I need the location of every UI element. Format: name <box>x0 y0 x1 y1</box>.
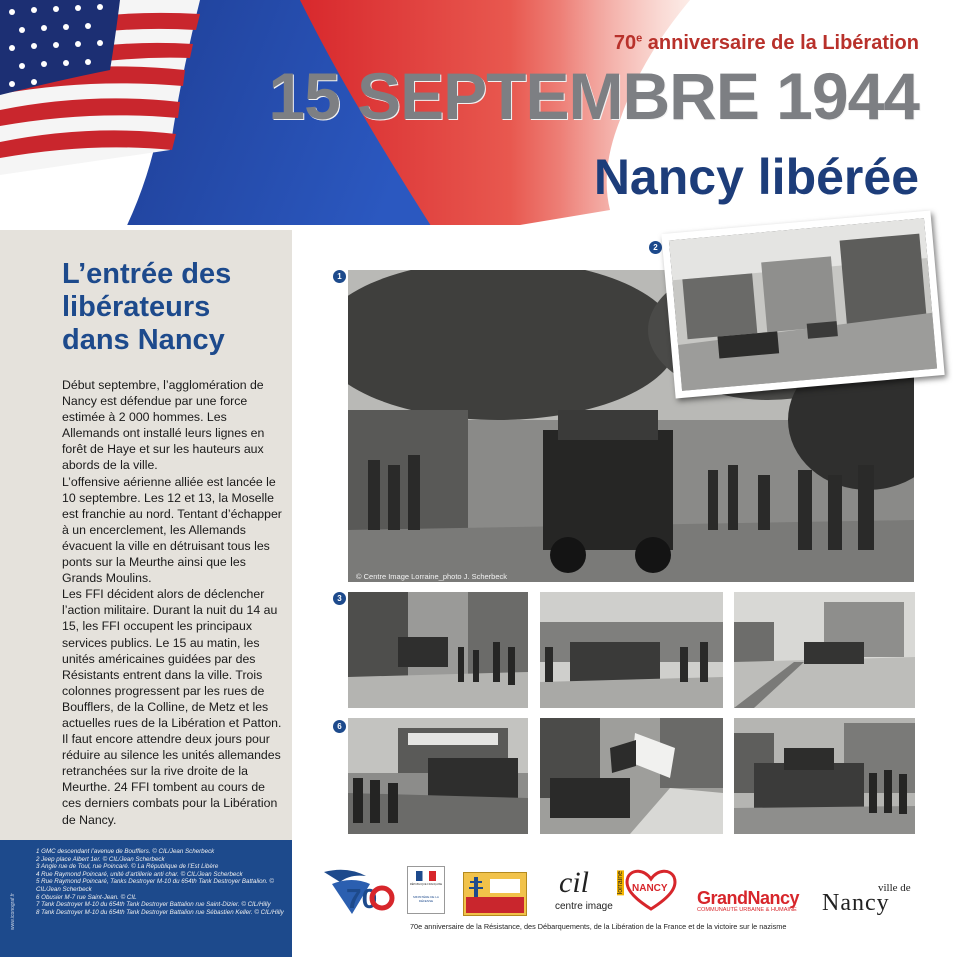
anniversary-heading: 70e anniversaire de la Libération <box>613 32 919 54</box>
photo-number-1: 1 <box>333 270 346 283</box>
caption-item: 4 Rue Raymond Poincaré, unité d’artillerie anti char. © CIL/Jean Scherbeck <box>36 870 243 878</box>
grand-nancy-wordmark: GrandNancy <box>697 888 800 908</box>
photo-number-6: 6 <box>333 720 346 733</box>
photo-5-tank-destroyers <box>734 592 915 708</box>
photo-4-artillery <box>540 592 723 708</box>
logo-70-anniversary <box>322 862 398 916</box>
logo-ministry-defense <box>407 866 445 914</box>
article-body <box>62 377 284 828</box>
photo-8-tank-street <box>734 718 915 834</box>
paragraph: L’offensive aérienne alliée est lancée le 10 septembre. Les 12 et 13, la Moselle est franchie au nord. Tentant d’échapper à un encerclement, les Allemands évacuent la ville en détruisant tous les ponts sur la Meurthe ainsi que les Grands Moulins. <box>62 474 282 586</box>
photo-number-2: 2 <box>649 241 662 254</box>
paragraph: Les FFI décident alors de déclencher l’action militaire. Durant la nuit du 14 au 15, les FFI occupent les principaux services publics. Le 15 au matin, les unités américaines guidées par des Résistants entrent dans la ville. Trois colonnes progressent par les rues de Boufflers, de la Colline, de Metz et les actuelles rues de la Libération et Patton. Il faut encore attendre deux jours pour réduire au silence les unités allemandes retranchées sur la rive droite de la Meurthe. 24 FFI tombent au cours de ces derniers combats pour la Libération de Nancy. <box>62 587 282 827</box>
logo-ville-de-nancy <box>822 882 922 918</box>
main-date-title: 15 SEPTEMBRE 1944 <box>268 59 919 133</box>
caption-item: 5 Rue Raymond Poincaré, Tanks Destroyer M-10 du 654th Tank Destroyer Battalion. © CIL/Jean Scherbeck <box>36 878 274 893</box>
cil-side-text: lorraine <box>617 871 624 895</box>
cil-sub-text: centre image <box>555 901 613 912</box>
cil-main-text: cil <box>559 866 589 899</box>
republic-flag-icon <box>416 871 436 881</box>
side-credit: www.iconograf.fr <box>10 893 16 930</box>
photo-2-frame <box>661 211 944 399</box>
nancy-heart-text: NANCY <box>632 883 668 894</box>
caption-item: 3 Angle rue de Toul, rue Poincaré. © La République de l’Est Libère <box>36 863 219 871</box>
article-title: L’entrée des libérateurs dans Nancy <box>62 258 232 356</box>
grand-nancy-subtitle: COMMUNAUTÉ URBAINE & HUMAINE <box>697 907 797 913</box>
logo-cil <box>555 866 627 916</box>
caption-item: 8 Tank Destroyer M-10 du 654th Tank Destroyer Battalion rue Sébastien Keller. © CIL/Hilly <box>36 908 284 916</box>
logo-resistance-museum <box>463 872 527 916</box>
ville-de-text: ville de <box>878 882 911 894</box>
logo-nancy-heart <box>622 865 680 913</box>
photo-2-jeep-square <box>669 218 937 391</box>
ville-name-text: Nancy <box>822 890 890 916</box>
photo-3-street-corner <box>348 592 528 708</box>
photo-number-3: 3 <box>333 592 346 605</box>
photo-6-howitzer <box>348 718 528 834</box>
caption-list <box>36 848 288 916</box>
photo-1-credit: © Centre Image Lorraine_photo J. Scherbeck <box>356 572 508 581</box>
republic-label: RÉPUBLIQUE FRANÇAISE <box>409 883 443 886</box>
city-title: Nancy libérée <box>593 149 919 205</box>
caption-item: 2 Jeep place Albert 1er. © CIL/Jean Scherbeck <box>36 855 165 863</box>
photo-7-tank-flag <box>540 718 723 834</box>
footer-caption: 70e anniversaire de la Résistance, des Débarquements, de la Libération de la France et de la victoire sur le nazisme <box>410 922 787 931</box>
caption-item: 1 GMC descendant l’avenue de Boufflers. © CIL/Jean Scherbeck <box>36 848 215 855</box>
logo-grand-nancy <box>697 888 815 914</box>
logo-70-text: 70 <box>346 883 378 914</box>
paragraph: Début septembre, l’agglomération de Nancy est défendue par une force estimée à 2 000 hommes. Les Allemands ont installé leurs lignes en forêt de Haye et sur les hauteurs aux abords de la ville. <box>62 378 265 473</box>
caption-item: 7 Tank Destroyer M-10 du 654th Tank Destroyer Battalion rue Saint-Dizier. © CIL/Hilly <box>36 901 271 909</box>
caption-item: 6 Obusier M-7 rue Saint-Jean. © CIL <box>36 893 137 901</box>
ministry-label: MINISTÈRE DE LA DÉFENSE <box>413 895 439 903</box>
